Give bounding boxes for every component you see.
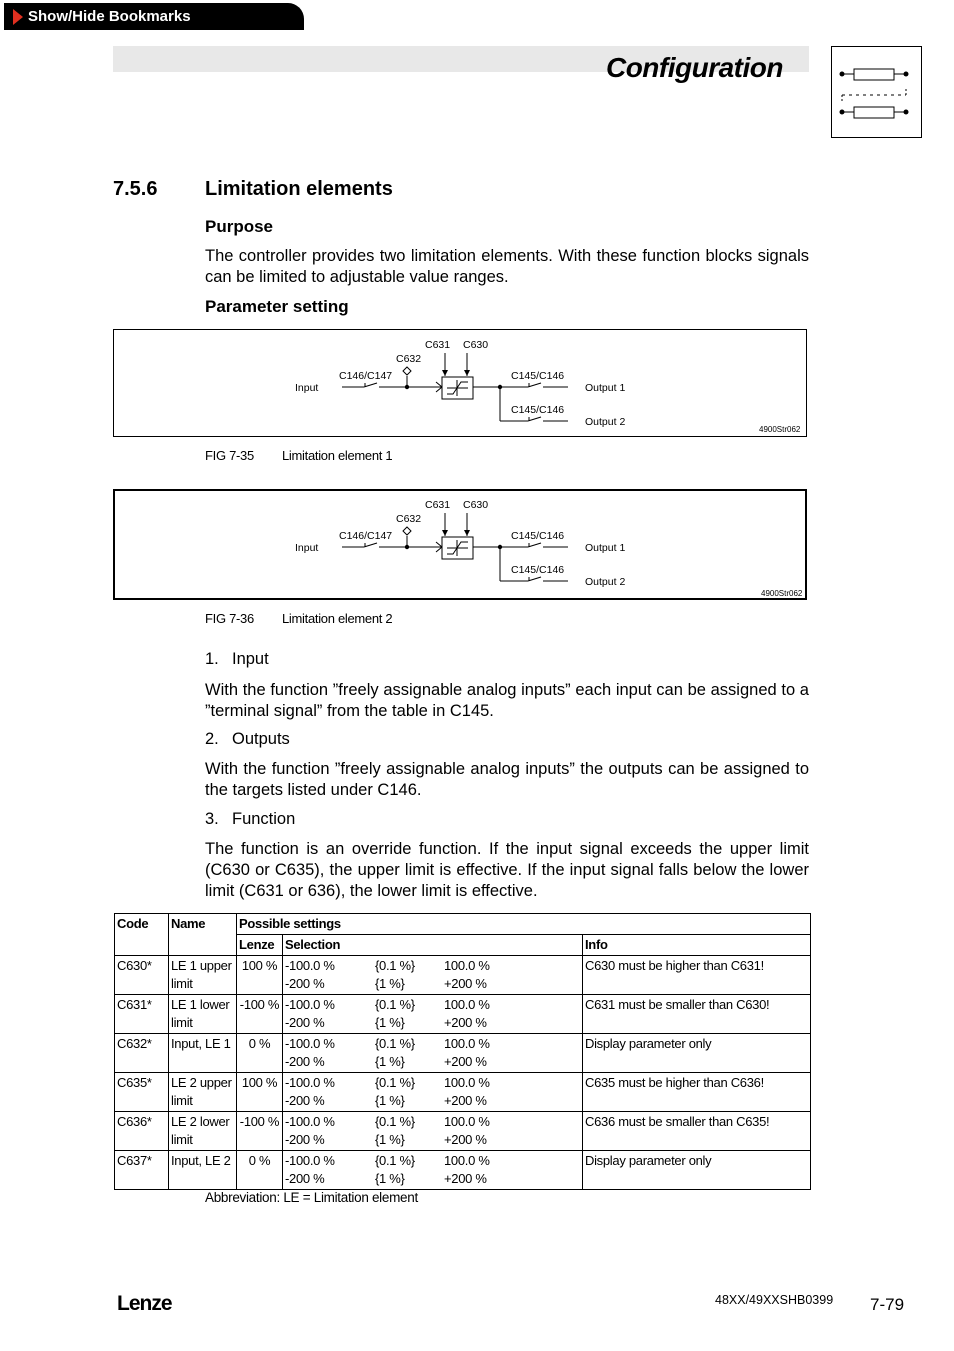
item-title: Outputs [232, 730, 290, 748]
selection-value: 100.0 % [444, 1114, 490, 1129]
c631-label: C631 [425, 499, 451, 511]
cell-selection [283, 956, 583, 995]
selection-value: {0.1 %} [375, 1036, 415, 1051]
selection-line [285, 1152, 580, 1170]
selection-line [285, 1074, 580, 1092]
cell-selection [283, 1034, 583, 1073]
cell-info: Display parameter only [583, 1151, 811, 1190]
table-row [115, 1151, 811, 1190]
page-number: 7-79 [870, 1295, 905, 1314]
figure-1-caption [205, 448, 393, 463]
cell-selection [283, 995, 583, 1034]
item-number: 3. [205, 810, 219, 828]
cell-lenze: -100 % [237, 995, 283, 1034]
selection-value: +200 % [444, 1015, 487, 1030]
output1-label: Output 1 [585, 382, 626, 394]
cell-info: C631 must be smaller than C630! [583, 995, 811, 1034]
item-outputs-text: With the function ”freely assignable analog inputs” the outputs can be assigned to the targets listed under C146. [205, 760, 809, 799]
bookmarks-button-label: Show/Hide Bookmarks [28, 8, 191, 25]
item-number: 1. [205, 650, 219, 668]
cell-name: Input, LE 2 [169, 1151, 237, 1190]
header-code: Code [115, 914, 169, 956]
selection-line [285, 996, 580, 1014]
selection-value: 100.0 % [444, 1036, 490, 1051]
abbreviation-note: Abbreviation: LE = Limitation element [205, 1190, 418, 1205]
figure-limitation-element-2 [113, 489, 807, 600]
cell-name: Input, LE 1 [169, 1034, 237, 1073]
selection-value: {0.1 %} [375, 958, 415, 973]
selection-value: 100.0 % [444, 958, 490, 973]
cell-code: C632* [115, 1034, 169, 1073]
selection-value: 100.0 % [444, 1075, 490, 1090]
figure-1-label: Limitation element 1 [282, 448, 393, 463]
selection-line [285, 1035, 580, 1053]
cell-lenze: 100 % [237, 956, 283, 995]
selection-value: +200 % [444, 1171, 487, 1186]
item-title: Input [232, 650, 269, 668]
cell-info: C635 must be higher than C636! [583, 1073, 811, 1112]
selection-value: -200 % [285, 1054, 325, 1069]
selection-value: 100.0 % [444, 1153, 490, 1168]
cell-lenze: 0 % [237, 1034, 283, 1073]
figure-limitation-element-1 [113, 329, 807, 437]
header-selection: Selection [283, 935, 583, 956]
output1-code-label: C145/C146 [511, 370, 565, 382]
figure-1-number: FIG 7-35 [205, 448, 254, 463]
cell-info: C630 must be higher than C631! [583, 956, 811, 995]
selection-value: {1 %} [375, 1132, 405, 1147]
table-row [115, 1112, 811, 1151]
item-input-text: With the function ”freely assignable analog inputs” each input can be assigned to a ”terminal signal” from the table in C145. [205, 681, 809, 720]
selection-value: {1 %} [375, 1015, 405, 1030]
cell-code: C635* [115, 1073, 169, 1112]
c632-label: C632 [396, 353, 422, 365]
output2-code-label: C145/C146 [511, 564, 565, 576]
figure-reference: 4900Str062 [759, 425, 801, 434]
input-code-label: C146/C147 [339, 530, 393, 542]
page-title: Configuration [605, 52, 783, 83]
cell-code: C630* [115, 956, 169, 995]
purpose-heading: Purpose [205, 217, 274, 236]
show-hide-bookmarks-button[interactable] [4, 3, 304, 30]
header-info: Info [583, 935, 811, 956]
table-header-row [115, 914, 811, 935]
selection-value: -100.0 % [285, 997, 335, 1012]
selection-value: -200 % [285, 976, 325, 991]
cell-code: C637* [115, 1151, 169, 1190]
item-function-heading [205, 810, 295, 829]
c630-label: C630 [463, 339, 489, 351]
selection-value: -200 % [285, 1015, 325, 1030]
table-row [115, 956, 811, 995]
input-label: Input [295, 382, 319, 394]
selection-value: +200 % [444, 976, 487, 991]
triangle-right-icon [13, 9, 23, 25]
cell-info: C636 must be smaller than C635! [583, 1112, 811, 1151]
table-row [115, 1034, 811, 1073]
figure-2-number: FIG 7-36 [205, 611, 254, 626]
selection-value: {1 %} [375, 1171, 405, 1186]
selection-value: +200 % [444, 1132, 487, 1147]
cell-code: C636* [115, 1112, 169, 1151]
selection-line [285, 1170, 580, 1188]
header-name: Name [169, 914, 237, 956]
figure-reference: 4900Str062 [761, 589, 803, 598]
input-label: Input [295, 542, 319, 554]
c630-label: C630 [463, 499, 489, 511]
selection-value: -100.0 % [285, 1036, 335, 1051]
selection-value: -100.0 % [285, 1114, 335, 1129]
c632-label: C632 [396, 513, 422, 525]
input-code-label: C146/C147 [339, 370, 393, 382]
item-outputs-heading [205, 730, 290, 749]
cell-name: LE 2 lower limit [169, 1112, 237, 1151]
selection-line [285, 1113, 580, 1131]
selection-line [285, 1131, 580, 1149]
item-function-text: The function is an override function. If the input signal exceeds the upper limit (C630 or C635), the upper limit is effective. If the input signal falls below the lower limit (C631 or 636), the lower limit is effective. [205, 840, 809, 900]
output1-code-label: C145/C146 [511, 530, 565, 542]
lenze-logo: Lenze [117, 1292, 172, 1315]
output2-label: Output 2 [585, 576, 626, 588]
selection-line [285, 1014, 580, 1032]
figure-2-caption [205, 611, 393, 626]
selection-value: {0.1 %} [375, 1114, 415, 1129]
selection-line [285, 975, 580, 993]
item-number: 2. [205, 730, 219, 748]
selection-line [285, 957, 580, 975]
selection-value: +200 % [444, 1054, 487, 1069]
selection-value: {0.1 %} [375, 997, 415, 1012]
selection-value: -100.0 % [285, 1075, 335, 1090]
item-input-heading [205, 650, 269, 669]
cell-lenze: 0 % [237, 1151, 283, 1190]
cell-info: Display parameter only [583, 1034, 811, 1073]
cell-lenze: -100 % [237, 1112, 283, 1151]
selection-value: {1 %} [375, 1093, 405, 1108]
selection-value: -200 % [285, 1171, 325, 1186]
table-row [115, 995, 811, 1034]
selection-value: -200 % [285, 1093, 325, 1108]
selection-value: -100.0 % [285, 1153, 335, 1168]
selection-value: {0.1 %} [375, 1153, 415, 1168]
cell-name: LE 1 upper limit [169, 956, 237, 995]
cell-name: LE 2 upper limit [169, 1073, 237, 1112]
cell-selection [283, 1112, 583, 1151]
parameter-setting-heading: Parameter setting [205, 297, 349, 316]
cell-lenze: 100 % [237, 1073, 283, 1112]
document-number: 48XX/49XXSHB0399 [715, 1293, 834, 1307]
header-lenze: Lenze [237, 935, 283, 956]
selection-value: -100.0 % [285, 958, 335, 973]
output2-label: Output 2 [585, 416, 626, 428]
cell-code: C631* [115, 995, 169, 1034]
selection-value: {1 %} [375, 976, 405, 991]
section-title: Limitation elements [205, 178, 393, 200]
cell-name: LE 1 lower limit [169, 995, 237, 1034]
configuration-icon [831, 46, 922, 138]
selection-line [285, 1092, 580, 1110]
purpose-text: The controller provides two limitation elements. With these function blocks signals can be limited to adjustable value ranges. [205, 247, 809, 286]
cell-selection [283, 1073, 583, 1112]
item-title: Function [232, 810, 296, 828]
table-row [115, 1073, 811, 1112]
cell-selection [283, 1151, 583, 1190]
output2-code-label: C145/C146 [511, 404, 565, 416]
figure-2-label: Limitation element 2 [282, 611, 393, 626]
header-possible-settings: Possible settings [237, 914, 811, 935]
selection-value: {0.1 %} [375, 1075, 415, 1090]
selection-value: {1 %} [375, 1054, 405, 1069]
parameter-table [114, 913, 811, 1190]
output1-label: Output 1 [585, 542, 626, 554]
section-number: 7.5.6 [113, 178, 158, 200]
selection-line [285, 1053, 580, 1071]
c631-label: C631 [425, 339, 451, 351]
selection-value: -200 % [285, 1132, 325, 1147]
selection-value: +200 % [444, 1093, 487, 1108]
selection-value: 100.0 % [444, 997, 490, 1012]
